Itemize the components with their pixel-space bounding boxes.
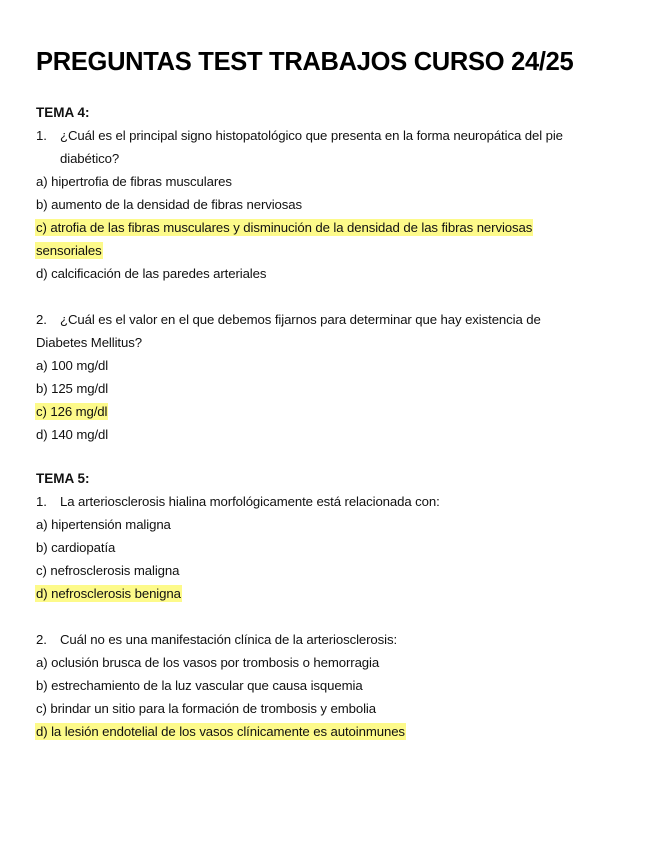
question-number: 2. [36,312,47,327]
question-tema5-1 [36,490,620,605]
spacer [36,285,620,308]
highlighted-correct-answer: c) 126 mg/dl [36,404,108,419]
answer-option-d-correct [36,720,620,743]
topic-heading-tema-5: TEMA 5: [36,471,90,486]
highlighted-correct-answer: d) nefrosclerosis benigna [36,586,181,601]
answer-option-a: a) hipertrofia de fibras musculares [36,174,232,189]
question-tema4-2 [36,308,620,446]
answer-option-a: a) hipertensión maligna [36,517,171,532]
answer-option-b: b) 125 mg/dl [36,381,109,396]
answer-option-c: c) nefrosclerosis maligna [36,563,180,578]
answer-option-c-correct [36,216,620,239]
highlighted-correct-answer: c) atrofia de las fibras musculares y disminución de la densidad de las fibras nerviosas [36,220,533,235]
answer-option-d-correct [36,582,620,605]
question-text-line: ¿Cuál es el valor en el que debemos fijarnos para determinar que hay existencia de [60,312,541,327]
answer-option-c: c) brindar un sitio para la formación de trombosis y embolia [36,701,376,716]
question-text [36,490,620,513]
question-text-line: Cuál no es una manifestación clínica de la arteriosclerosis: [60,632,398,647]
answer-option-d: d) 140 mg/dl [36,427,109,442]
spacer [36,605,620,628]
question-text [36,124,620,170]
answer-option-a: a) oclusión brusca de los vasos por trombosis o hemorragia [36,655,380,670]
answer-option-b: b) aumento de la densidad de fibras nerviosas [36,197,303,212]
question-text-line: La arteriosclerosis hialina morfológicamente está relacionada con: [60,494,440,509]
question-text [36,628,620,651]
answer-option-c-correct-continued [36,239,620,262]
question-text-line: diabético? [60,151,120,166]
topic-heading-tema-4: TEMA 4: [36,105,90,120]
highlighted-correct-answer: d) la lesión endotelial de los vasos clínicamente es autoinmunes [36,724,405,739]
question-text [36,308,620,331]
question-text-continued: Diabetes Mellitus? [36,335,142,350]
question-tema5-2 [36,628,620,743]
answer-option-b: b) estrechamiento de la luz vascular que causa isquemia [36,678,363,693]
document-title: PREGUNTAS TEST TRABAJOS CURSO 24/25 [36,48,574,76]
question-tema4-1 [36,124,620,285]
answer-option-d: d) calcificación de las paredes arteriales [36,266,267,281]
question-number: 1. [36,128,47,143]
answer-option-c-correct [36,400,620,423]
question-number: 1. [36,494,47,509]
question-text-line: ¿Cuál es el principal signo histopatológico que presenta en la forma neuropática del pie [60,128,563,143]
question-number: 2. [36,632,47,647]
answer-option-a: a) 100 mg/dl [36,358,109,373]
answer-option-b: b) cardiopatía [36,540,116,555]
highlighted-correct-answer: sensoriales [36,243,102,258]
